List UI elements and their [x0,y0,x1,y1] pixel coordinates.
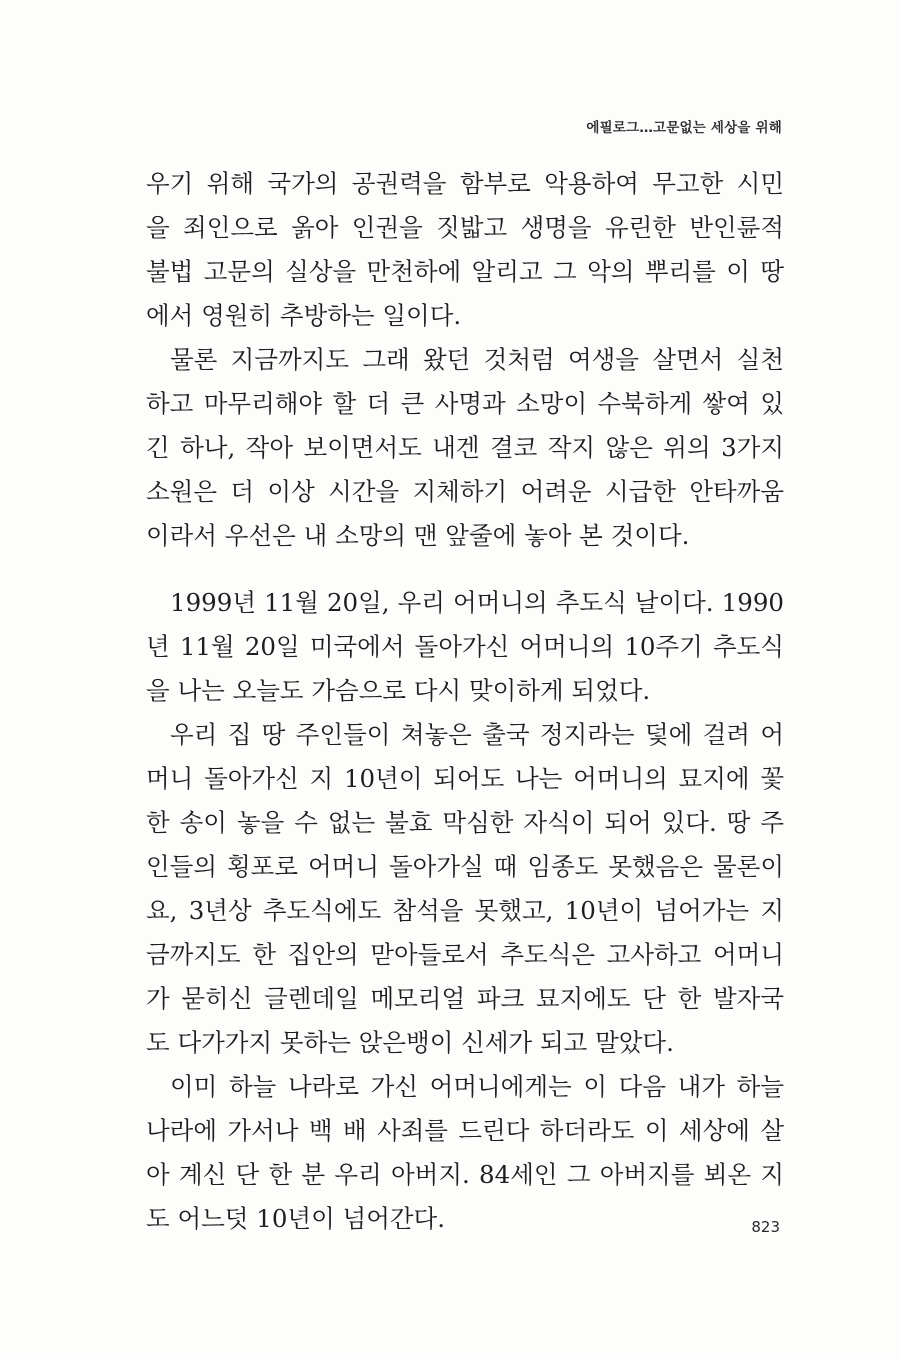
text-line: 이라서 우선은 내 소망의 맨 앞줄에 놓아 본 것이다. [146,521,690,550]
paragraph [146,338,784,558]
text-line: 가 묻히신 글렌데일 메모리얼 파크 묘지에도 단 한 발자국 [146,984,784,1013]
paragraph [146,1065,784,1241]
text-line: 을 나는 오늘도 가슴으로 다시 맞이하게 되었다. [146,676,651,705]
text-line: 도 다가가지 못하는 앉은뱅이 신세가 되고 말았다. [146,1028,674,1057]
text-line: 긴 하나, 작아 보이면서도 내겐 결코 작지 않은 위의 3가지 [146,433,784,462]
text-line: 머니 돌아가신 지 10년이 되어도 나는 어머니의 묘지에 꽃 [146,764,784,793]
paragraph [146,162,784,338]
text-line: 금까지도 한 집안의 맏아들로서 추도식은 고사하고 어머니 [146,940,784,969]
paragraph [146,713,784,1065]
text-line: 아 계신 단 한 분 우리 아버지. 84세인 그 아버지를 뵈온 지 [146,1160,784,1189]
text-line: 년 11월 20일 미국에서 돌아가신 어머니의 10주기 추도식 [146,632,784,661]
page-number: 823 [751,1218,780,1236]
text-line: 물론 지금까지도 그래 왔던 것처럼 여생을 살면서 실천 [170,345,784,374]
text-line: 에서 영원히 추방하는 일이다. [146,301,462,330]
text-line: 도 어느덧 10년이 넘어간다. [146,1204,445,1233]
text-block-2 [146,581,784,1241]
text-line: 우기 위해 국가의 공권력을 함부로 악용하여 무고한 시민 [146,169,784,198]
text-line: 나라에 가서나 백 배 사죄를 드린다 하더라도 이 세상에 살 [146,1116,784,1145]
text-line: 요, 3년상 추도식에도 참석을 못했고, 10년이 넘어가는 지 [146,896,784,925]
text-line: 한 송이 놓을 수 없는 불효 막심한 자식이 되어 있다. 땅 주 [146,808,784,837]
text-line: 이미 하늘 나라로 가신 어머니에게는 이 다음 내가 하늘 [170,1072,784,1101]
text-line: 하고 마무리해야 할 더 큰 사명과 소망이 수북하게 쌓여 있 [146,389,784,418]
running-header: 에필로그…고문없는 세상을 위해 [586,120,782,136]
text-line: 1999년 11월 20일, 우리 어머니의 추도식 날이다. 1990 [170,588,784,617]
text-line: 우리 집 땅 주인들이 쳐놓은 출국 정지라는 덫에 걸려 어 [170,720,784,749]
text-line: 불법 고문의 실상을 만천하에 알리고 그 악의 뿌리를 이 땅 [146,257,784,286]
paragraph [146,581,784,713]
text-line: 을 죄인으로 옭아 인권을 짓밟고 생명을 유린한 반인륜적 [146,213,784,242]
text-line: 인들의 횡포로 어머니 돌아가실 때 임종도 못했음은 물론이 [146,852,784,881]
text-line: 소원은 더 이상 시간을 지체하기 어려운 시급한 안타까움 [146,477,784,506]
text-block-1 [146,162,784,558]
